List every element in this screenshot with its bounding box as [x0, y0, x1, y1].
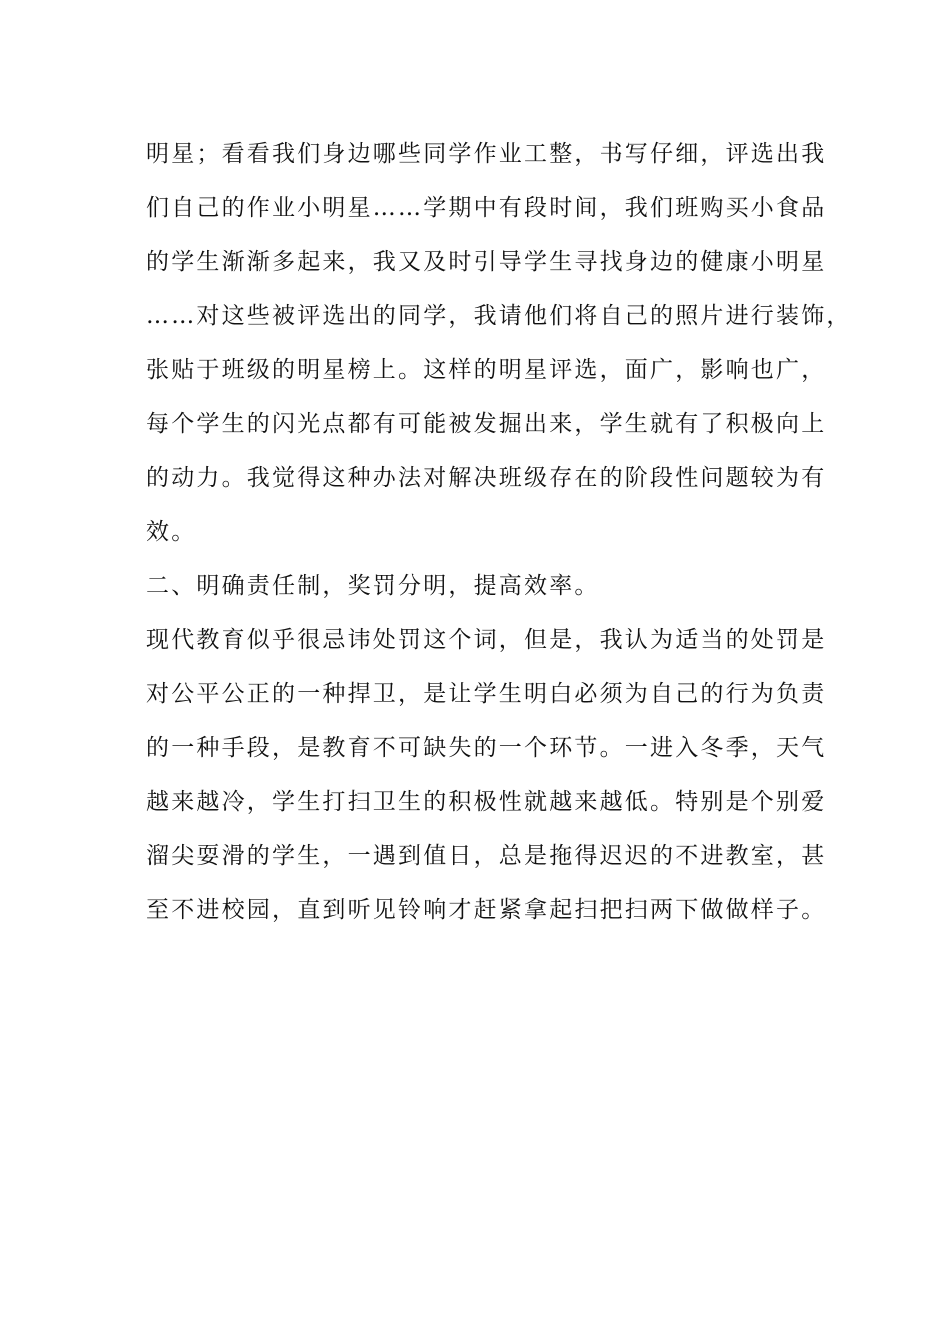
paragraph-line: 效。 [146, 519, 197, 545]
paragraph-line: 至不进校园，直到听见铃响才赶紧拿起扫把扫两下做做样子。 [146, 897, 827, 923]
paragraph-line: 们自己的作业小明星……学期中有段时间，我们班购买小食品 [146, 195, 827, 221]
paragraph-line: 的动力。我觉得这种办法对解决班级存在的阶段性问题较为有 [146, 465, 827, 491]
paragraph-line: 溜尖耍滑的学生，一遇到值日，总是拖得迟迟的不进教室，甚 [146, 843, 827, 869]
paragraph-line: ……对这些被评选出的同学，我请他们将自己的照片进行装饰， [146, 303, 852, 329]
paragraph-line: 现代教育似乎很忌讳处罚这个词，但是，我认为适当的处罚是 [146, 627, 827, 653]
document-body [146, 132, 852, 942]
section-heading: 二、明确责任制，奖罚分明，提高效率。 [146, 573, 600, 599]
paragraph-line: 的一种手段，是教育不可缺失的一个环节。一进入冬季，天气 [146, 735, 827, 761]
paragraph-line: 对公平公正的一种捍卫，是让学生明白必须为自己的行为负责 [146, 681, 827, 707]
paragraph-line: 张贴于班级的明星榜上。这样的明星评选，面广，影响也广， [146, 357, 827, 383]
paragraph-line: 越来越冷，学生打扫卫生的积极性就越来越低。特别是个别爱 [146, 789, 827, 815]
paragraph-line: 的学生渐渐多起来，我又及时引导学生寻找身边的健康小明星 [146, 249, 827, 275]
paragraph-line: 明星；看看我们身边哪些同学作业工整，书写仔细，评选出我 [146, 141, 827, 167]
paragraph-line: 每个学生的闪光点都有可能被发掘出来，学生就有了积极向上 [146, 411, 827, 437]
